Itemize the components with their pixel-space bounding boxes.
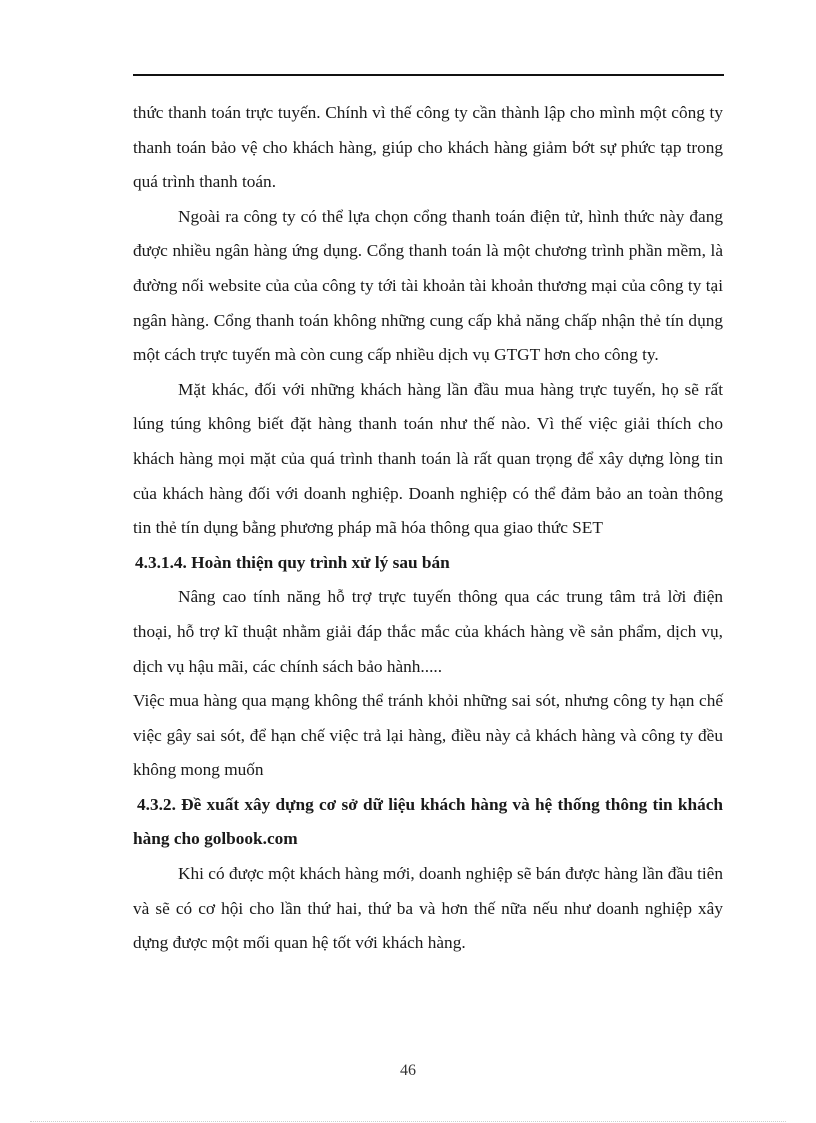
page-body [133, 96, 723, 961]
header-rule [133, 74, 724, 76]
page-number: 46 [400, 1062, 416, 1079]
paragraph-new-customer: Khi có được một khách hàng mới, doanh nghiệp sẽ bán được hàng lần đầu tiên và sẽ có cơ hội cho lần thứ hai, thứ ba và hơn thế nữa nếu như doanh nghiệp xây dựng được một mối quan hệ tốt với khách hàng. [133, 864, 723, 953]
section-heading-432: 4.3.2. Đề xuất xây dựng cơ sở dữ liệu khách hàng và hệ thống thông tin khách hàng cho golbook.com [133, 794, 723, 849]
paragraph-online-support: Nâng cao tính năng hỗ trợ trực tuyến thông qua các trung tâm trả lời điện thoại, hỗ trợ kĩ thuật nhằm giải đáp thắc mắc của khách hàng về sản phẩm, dịch vụ, dịch vụ hậu mãi, các chính sách bảo hành..... [133, 587, 723, 676]
paragraph-continuation: thức thanh toán trực tuyến. Chính vì thế công ty cần thành lập cho mình một công ty thanh toán bảo vệ cho khách hàng, giúp cho khách hàng giảm bớt sự phức tạp trong quá trình thanh toán. [133, 103, 723, 192]
paragraph-order-errors: Việc mua hàng qua mạng không thể tránh khỏi những sai sót, nhưng công ty hạn chế việc gây sai sót, để hạn chế việc trả lại hàng, điều này cả khách hàng và công ty đều không mong muốn [133, 691, 723, 780]
section-heading-4314: 4.3.1.4. Hoàn thiện quy trình xử lý sau bán [135, 552, 450, 572]
paragraph-payment-gateway: Ngoài ra công ty có thể lựa chọn cổng thanh toán điện tử, hình thức này đang được nhiều ngân hàng ứng dụng. Cổng thanh toán là một chương trình phần mềm, là đường nối website của của công ty tới tài khoản tài khoản thương mại của công ty tại ngân hàng. Cổng thanh toán không những cung cấp khả năng chấp nhận thẻ tín dụng một cách trực tuyến mà còn cung cấp nhiều dịch vụ GTGT hơn cho công ty. [133, 206, 723, 365]
page-bottom-border [30, 1121, 786, 1122]
paragraph-first-time-customers: Mặt khác, đối với những khách hàng lần đầu mua hàng trực tuyến, họ sẽ rất lúng túng không biết đặt hàng thanh toán như thế nào. Vì thế việc giải thích cho khách hàng mọi mặt của quá trình thanh toán là rất quan trọng để xây dựng lòng tin của khách hàng đối với doanh nghiệp. Doanh nghiệp có thể đảm bảo an toàn thông tin thẻ tín dụng bằng phương pháp mã hóa thông qua giao thức SET [133, 379, 723, 538]
